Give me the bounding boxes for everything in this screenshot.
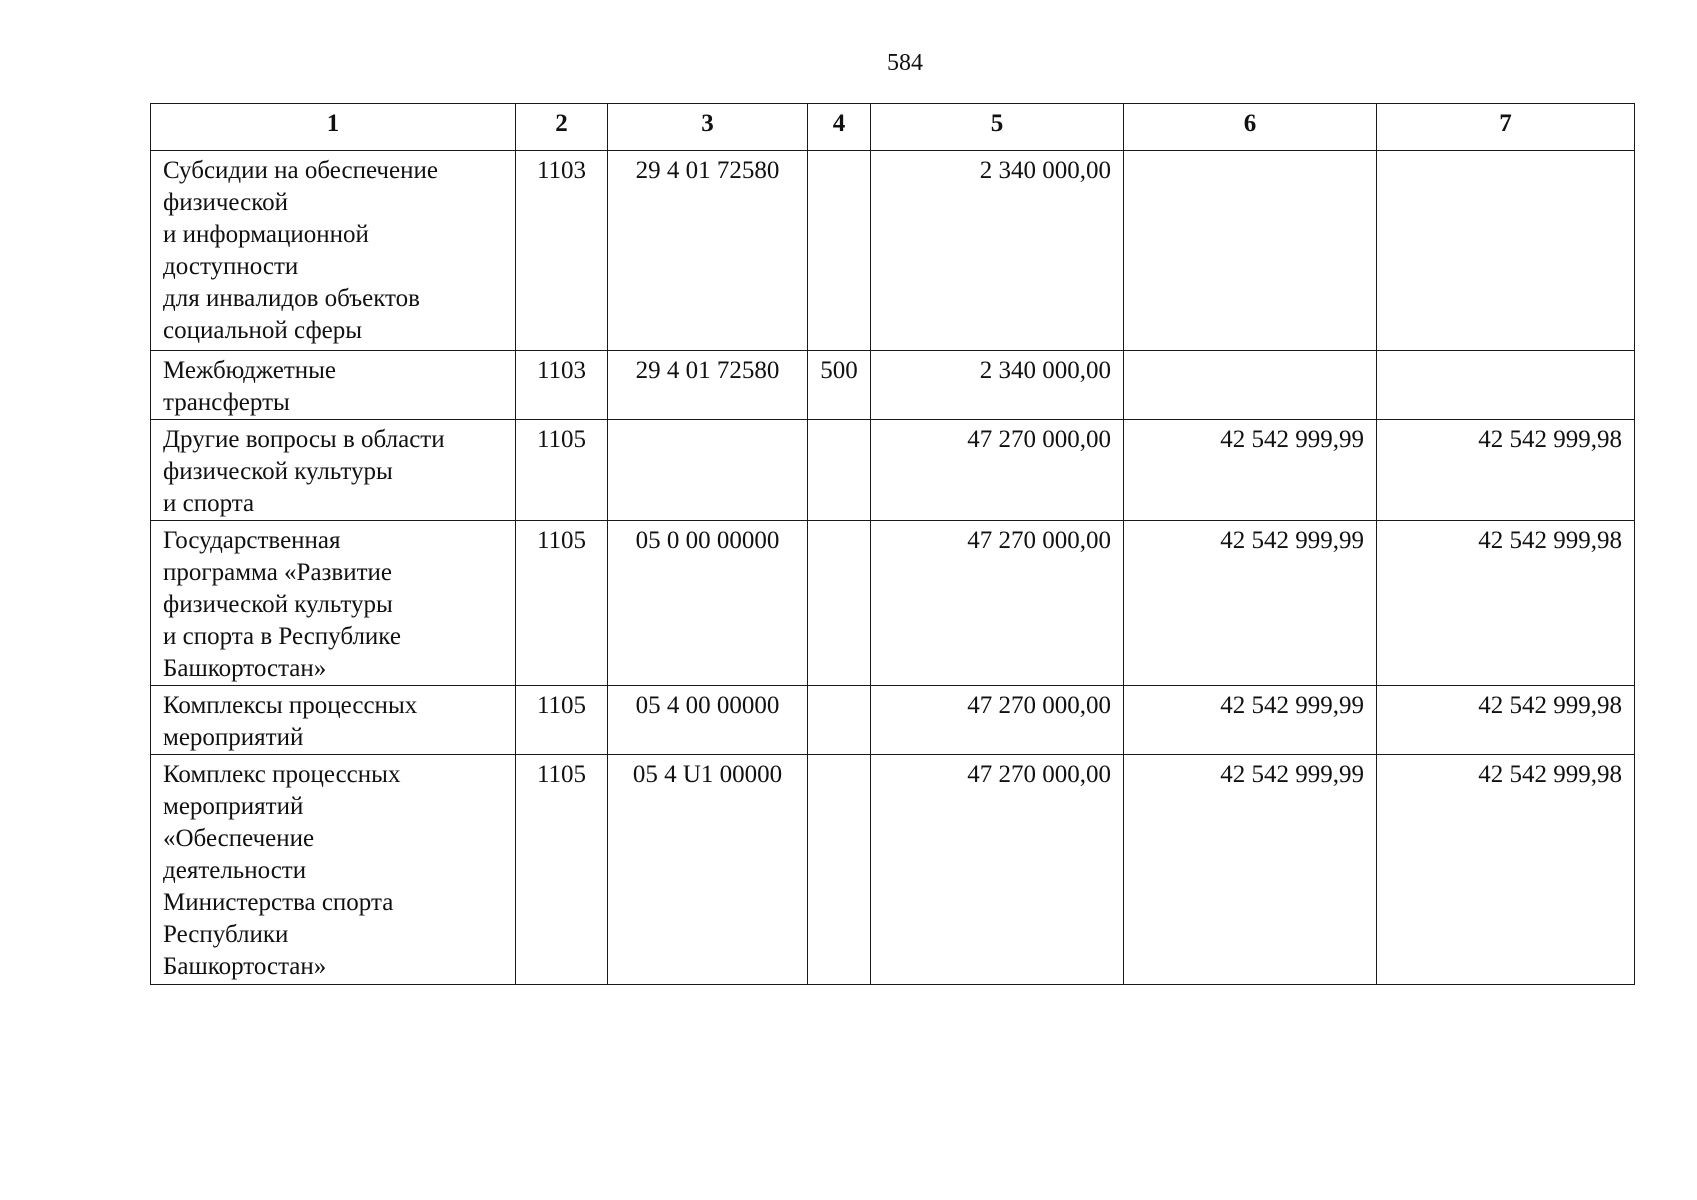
amount-6-cell: 42 542 999,99 (1124, 686, 1377, 755)
name-line: социальной сферы (163, 317, 363, 344)
row-name-cell (151, 351, 516, 420)
column-header-4: 4 (808, 104, 871, 151)
target-code-cell: 05 0 00 00000 (608, 521, 808, 686)
column-header-2: 2 (516, 104, 608, 151)
section-code-cell: 1105 (516, 755, 608, 985)
type-code-cell (808, 755, 871, 985)
row-name-cell (151, 755, 516, 985)
page-number: 584 (887, 50, 923, 76)
table-header-row (151, 104, 1635, 151)
type-code-cell (808, 686, 871, 755)
table-row (151, 151, 1635, 351)
column-header-1: 1 (151, 104, 516, 151)
amount-7-cell (1377, 151, 1635, 351)
amount-5-cell: 47 270 000,00 (871, 521, 1124, 686)
column-header-5: 5 (871, 104, 1124, 151)
amount-6-cell: 42 542 999,99 (1124, 521, 1377, 686)
name-line: Башкортостан» (163, 655, 327, 682)
name-line: мероприятий (163, 793, 304, 820)
amount-5-cell: 47 270 000,00 (871, 420, 1124, 521)
amount-5-cell: 47 270 000,00 (871, 755, 1124, 985)
type-code-cell (808, 151, 871, 351)
amount-5-cell: 47 270 000,00 (871, 686, 1124, 755)
column-header-6: 6 (1124, 104, 1377, 151)
type-code-cell: 500 (808, 351, 871, 420)
amount-5-cell: 2 340 000,00 (871, 151, 1124, 351)
name-line: программа «Развитие (163, 559, 393, 586)
name-line: физической культуры (163, 458, 393, 485)
name-line: деятельности (163, 857, 307, 884)
name-line: доступности (163, 253, 299, 280)
name-line: Государственная (163, 527, 341, 554)
amount-7-cell (1377, 351, 1635, 420)
name-line: и спорта (163, 490, 255, 517)
amount-6-cell: 42 542 999,99 (1124, 755, 1377, 985)
name-line: Республики (163, 921, 289, 948)
row-name-cell (151, 151, 516, 351)
name-line: Субсидии на обеспечение (163, 157, 438, 184)
row-name-cell (151, 521, 516, 686)
name-line: Межбюджетные (163, 357, 337, 384)
target-code-cell (608, 420, 808, 521)
budget-table (150, 103, 1635, 985)
target-code-cell: 05 4 U1 00000 (608, 755, 808, 985)
type-code-cell (808, 420, 871, 521)
name-line: Другие вопросы в области (163, 426, 445, 453)
amount-7-cell: 42 542 999,98 (1377, 521, 1635, 686)
name-line: мероприятий (163, 724, 304, 751)
target-code-cell: 29 4 01 72580 (608, 151, 808, 351)
table-row (151, 755, 1635, 985)
amount-6-cell (1124, 151, 1377, 351)
amount-7-cell: 42 542 999,98 (1377, 420, 1635, 521)
name-line: Башкортостан» (163, 953, 327, 980)
column-header-7: 7 (1377, 104, 1635, 151)
amount-7-cell: 42 542 999,98 (1377, 686, 1635, 755)
type-code-cell (808, 521, 871, 686)
name-line: трансферты (163, 389, 290, 416)
name-line: и информационной (163, 221, 369, 248)
section-code-cell: 1103 (516, 351, 608, 420)
table-row (151, 351, 1635, 420)
name-line: Комплекс процессных (163, 761, 401, 788)
amount-6-cell: 42 542 999,99 (1124, 420, 1377, 521)
column-header-3: 3 (608, 104, 808, 151)
amount-5-cell: 2 340 000,00 (871, 351, 1124, 420)
amount-6-cell (1124, 351, 1377, 420)
section-code-cell: 1105 (516, 686, 608, 755)
section-code-cell: 1103 (516, 151, 608, 351)
table-row (151, 686, 1635, 755)
section-code-cell: 1105 (516, 521, 608, 686)
name-line: и спорта в Республике (163, 623, 401, 650)
name-line: Министерства спорта (163, 889, 394, 916)
table-row (151, 521, 1635, 686)
table-row (151, 420, 1635, 521)
name-line: для инвалидов объектов (163, 285, 420, 312)
name-line: физической культуры (163, 591, 393, 618)
section-code-cell: 1105 (516, 420, 608, 521)
name-line: физической (163, 189, 288, 216)
amount-7-cell: 42 542 999,98 (1377, 755, 1635, 985)
name-line: «Обеспечение (163, 825, 315, 852)
name-line: Комплексы процессных (163, 692, 418, 719)
row-name-cell (151, 420, 516, 521)
row-name-cell (151, 686, 516, 755)
target-code-cell: 29 4 01 72580 (608, 351, 808, 420)
target-code-cell: 05 4 00 00000 (608, 686, 808, 755)
